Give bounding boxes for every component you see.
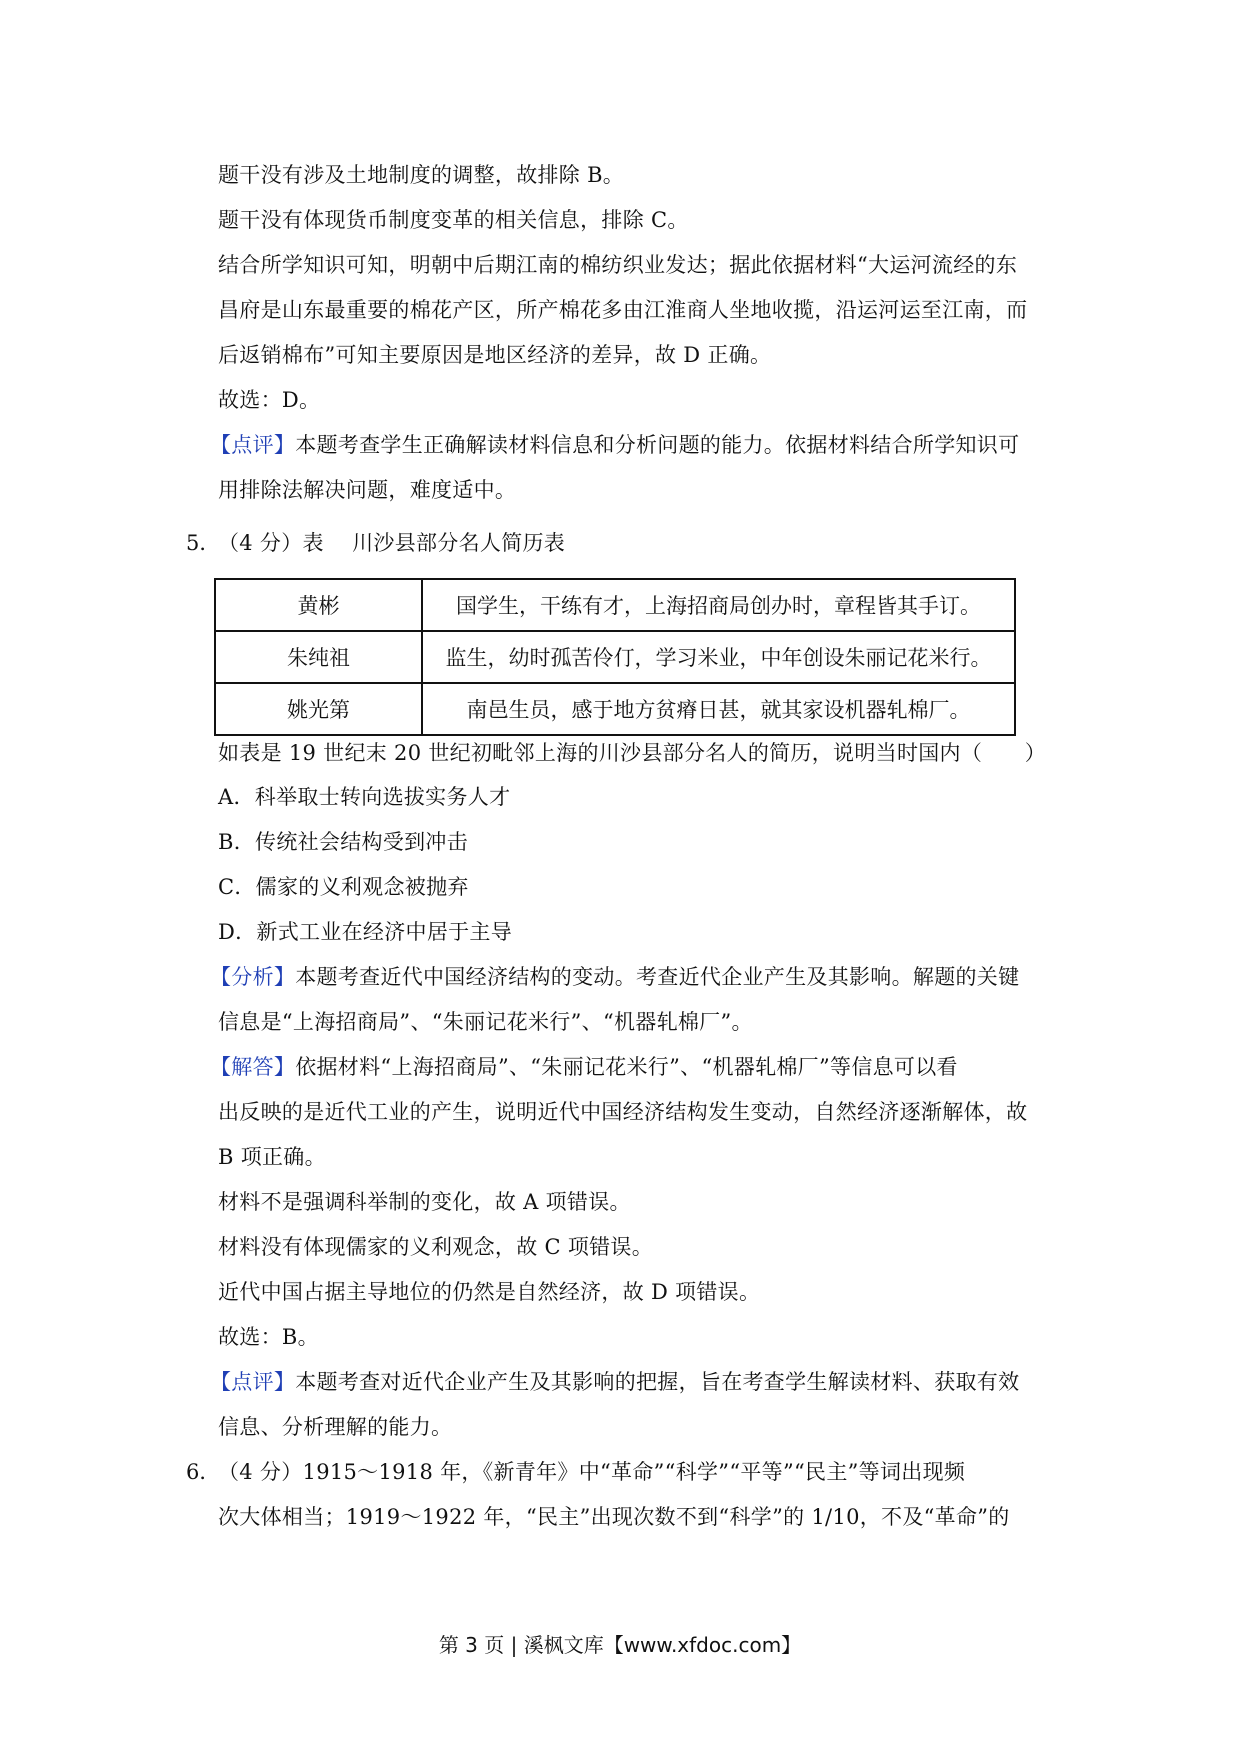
q5-answer-cont: 材料不是强调科举制的变化，故 A 项错误。: [218, 1190, 631, 1214]
table-cell-name: 黄彬: [215, 579, 422, 631]
table-cell-desc: 国学生，干练有才，上海招商局创办时，章程皆其手订。: [422, 579, 1015, 631]
q5-number: 5．: [186, 531, 221, 555]
q5-answer-cont: 近代中国占据主导地位的仍然是自然经济，故 D 项错误。: [218, 1280, 761, 1304]
table-cell-name: 姚光第: [215, 683, 422, 735]
q4-text-line: 结合所学知识可知，明朝中后期江南的棉纺织业发达；据此依据材料“大运河流经的东: [218, 253, 1018, 277]
answer-text: 依据材料“上海招商局”、“朱丽记花米行”、“机器轧棉厂”等信息可以看: [295, 1055, 958, 1079]
analysis-tag: 【分析】: [210, 965, 296, 989]
q5-answer-cont: 出反映的是近代工业的产生，说明近代中国经济结构发生变动，自然经济逐渐解体，故: [218, 1100, 1028, 1124]
q4-text-line: 题干没有体现货币制度变革的相关信息，排除 C。: [218, 208, 689, 232]
q5-answer-cont: 材料没有体现儒家的义利观念，故 C 项错误。: [218, 1235, 654, 1259]
q4-review: [210, 430, 1050, 460]
q5-question: 如表是 19 世纪末 20 世纪初毗邻上海的川沙县部分名人的简历，说明当时国内（ ）: [218, 741, 1047, 765]
table-row: [215, 579, 1015, 631]
table-row: [215, 683, 1015, 735]
q5-biography-table: [214, 578, 1016, 736]
review-tag: 【点评】: [210, 1370, 296, 1394]
q6-number: 6．: [186, 1460, 221, 1484]
q5-review-cont: 信息、分析理解的能力。: [218, 1415, 453, 1439]
q5-answer: [210, 1052, 1050, 1082]
q4-text-line: 题干没有涉及土地制度的调整，故排除 B。: [218, 163, 625, 187]
q6-text-line: （4 分）1915～1918 年，《新青年》中“革命”“科学”“平等”“民主”等词出现频: [218, 1460, 966, 1484]
table-cell-desc: 监生，幼时孤苦伶仃，学习米业，中年创设朱丽记花米行。: [422, 631, 1015, 683]
review-text: 本题考查对近代企业产生及其影响的把握，旨在考查学生解读材料、获取有效: [295, 1370, 1020, 1394]
q6-text-line: 次大体相当；1919～1922 年，“民主”出现次数不到“科学”的 1/10，不及“革命”的: [218, 1505, 1010, 1529]
option-c: C．儒家的义利观念被抛弃: [218, 875, 469, 899]
option-a: A．科举取士转向选拔实务人才: [218, 785, 511, 809]
q5-answer-cont: B 项正确。: [218, 1145, 326, 1169]
q5-analysis: [210, 962, 1050, 992]
option-d: D．新式工业在经济中居于主导: [218, 920, 513, 944]
q5-stem-title: （4 分）表 川沙县部分名人简历表: [218, 531, 566, 555]
review-text: 本题考查学生正确解读材料信息和分析问题的能力。依据材料结合所学知识可: [295, 433, 1020, 457]
answer-tag: 【解答】: [210, 1055, 296, 1079]
q4-text-line: 后返销棉布”可知主要原因是地区经济的差异，故 D 正确。: [218, 343, 772, 367]
table-row: [215, 631, 1015, 683]
option-b: B．传统社会结构受到冲击: [218, 830, 469, 854]
q5-analysis-cont: 信息是“上海招商局”、“朱丽记花米行”、“机器轧棉厂”。: [218, 1010, 753, 1034]
table-cell-desc: 南邑生员，感于地方贫瘠日甚，就其家设机器轧棉厂。: [422, 683, 1015, 735]
q5-choice: 故选：B。: [218, 1325, 319, 1349]
page-footer: 第 3 页 | 溪枫文库【www.xfdoc.com】: [438, 1633, 802, 1657]
review-tag: 【点评】: [210, 433, 296, 457]
q4-review-cont: 用排除法解决问题，难度适中。: [218, 478, 517, 502]
analysis-text: 本题考查近代中国经济结构的变动。考查近代企业产生及其影响。解题的关键: [295, 965, 1020, 989]
q4-choice: 故选：D。: [218, 388, 321, 412]
q5-review: [210, 1367, 1050, 1397]
table-cell-name: 朱纯祖: [215, 631, 422, 683]
q4-text-line: 昌府是山东最重要的棉花产区，所产棉花多由江淮商人坐地收揽，沿运河运至江南，而: [218, 298, 1028, 322]
